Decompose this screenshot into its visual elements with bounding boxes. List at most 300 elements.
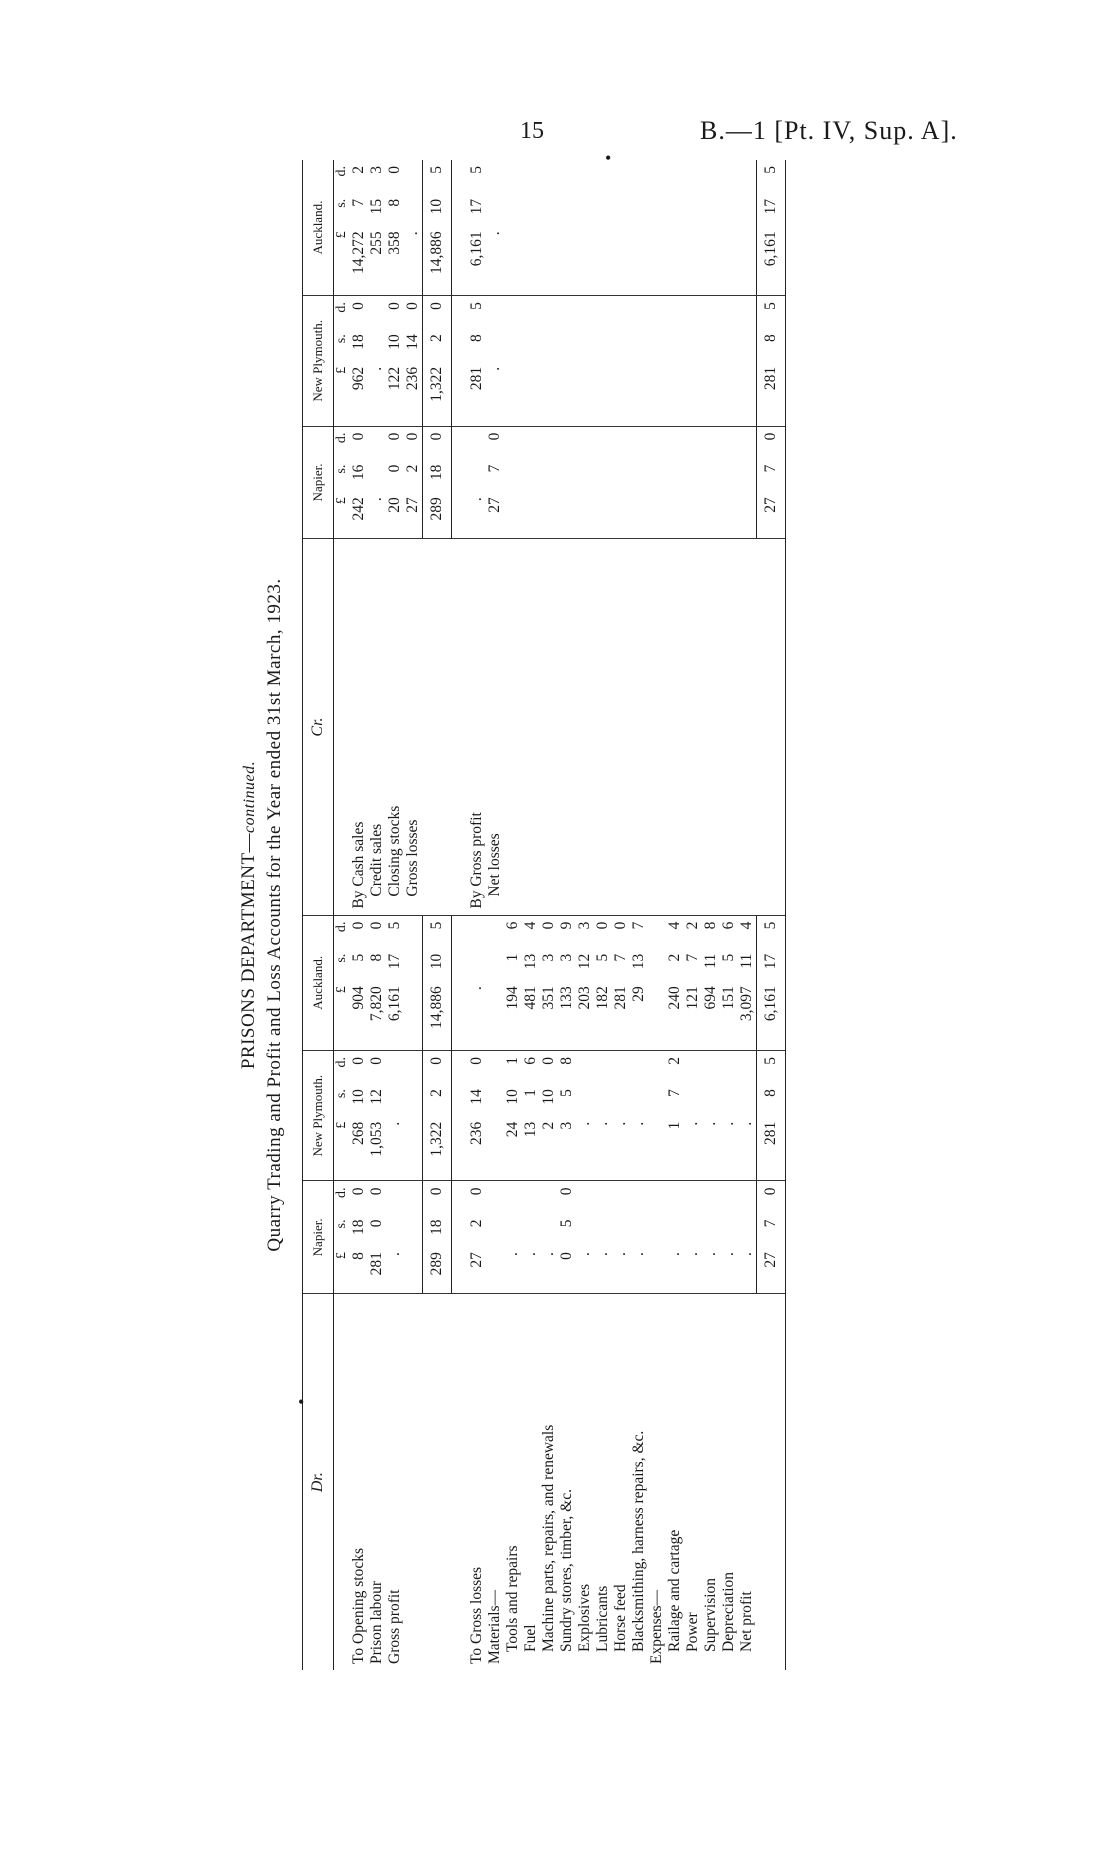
dr-napier-pence	[648, 1181, 666, 1214]
dr-auckland-shillings: 11	[702, 953, 719, 969]
blank-shillings	[630, 193, 648, 226]
dr-auckland-pounds: 151	[720, 980, 738, 1050]
dr-napier-pence	[666, 1181, 684, 1214]
cr-total-auckland-shillings: 10	[423, 193, 452, 226]
dr-auckland-pounds: 194	[504, 980, 522, 1050]
blank-pence	[522, 426, 540, 459]
cr-new-plymouth-shillings	[368, 328, 386, 361]
blank-pounds	[612, 491, 630, 539]
blank-pence	[522, 296, 540, 329]
cr-auckland-pence	[486, 160, 504, 193]
dr-new-plymouth-shillings	[684, 1083, 702, 1116]
unit-label: s.	[334, 1089, 349, 1099]
cr-napier-shillings: 7	[486, 464, 503, 473]
blank-pence	[720, 160, 738, 193]
dr-total-napier-pence: 0	[757, 1181, 786, 1214]
department-title: PRISONS DEPARTMENT—continued.	[238, 760, 259, 1070]
unit-label: s.	[334, 334, 349, 344]
dr-auckland-pence: 5	[386, 921, 403, 930]
blank-shillings	[666, 328, 684, 361]
blank-pence	[648, 426, 666, 459]
dr-napier-pence	[504, 1181, 522, 1214]
blank	[452, 1116, 469, 1181]
cr-napier-pence: 0	[486, 432, 503, 441]
blank-pounds	[738, 491, 757, 539]
item-label: Tools and repairs	[504, 1545, 521, 1652]
cr-new-plymouth-shillings	[486, 328, 504, 361]
cr-napier-pence: 0	[350, 432, 367, 441]
blank-label	[702, 539, 720, 915]
blank-shillings	[576, 328, 594, 361]
blank-pounds	[702, 225, 720, 295]
blank-pounds	[404, 980, 423, 1050]
item-label: Sundry stores, timber, &c.	[558, 1489, 575, 1652]
dr-new-plymouth-shillings: 12	[368, 1089, 385, 1105]
dr-total-napier-shillings: 7	[757, 1214, 786, 1247]
dr-auckland-pounds: 694	[702, 980, 720, 1050]
blank-shillings	[684, 328, 702, 361]
dr-new-plymouth-shillings	[738, 1083, 757, 1116]
cr-new-plymouth-pounds: 962	[350, 361, 368, 426]
blank-shillings	[540, 193, 558, 226]
blank-pence	[594, 296, 612, 329]
cr-new-plymouth-pence: 5	[468, 302, 485, 310]
cr-napier-pence: 0	[404, 432, 421, 441]
table-row	[404, 160, 423, 1670]
blank-pounds	[558, 225, 576, 295]
dr-new-plymouth-pence	[612, 1051, 630, 1084]
blank-pounds	[720, 491, 738, 539]
blank-pence	[738, 426, 757, 459]
cr-new-plymouth-pence: 0	[386, 302, 403, 310]
blank-label	[540, 539, 558, 915]
dr-new-plymouth-pounds	[486, 1116, 504, 1181]
dr-napier-shillings	[738, 1214, 757, 1247]
blank	[452, 1246, 469, 1294]
cr-napier-shillings	[468, 459, 486, 492]
dr-auckland-shillings: 5	[594, 953, 611, 962]
blank-shillings	[522, 193, 540, 226]
cr-auckland-pence: 2	[350, 166, 367, 174]
blank-label	[522, 539, 540, 915]
blank-shillings	[504, 328, 522, 361]
total-row	[423, 160, 452, 1670]
rotated-account-sheet	[230, 150, 830, 1680]
units-row	[334, 160, 351, 1670]
blank-pence	[540, 160, 558, 193]
blank	[452, 160, 469, 193]
dr-napier-shillings	[720, 1214, 738, 1247]
unit-label: d.	[334, 1187, 349, 1198]
item-label: Machine parts, repairs, and renewals	[540, 1424, 557, 1652]
dr-new-plymouth-shillings: 10	[504, 1089, 521, 1105]
table-row	[504, 160, 522, 1670]
blank-shillings	[504, 193, 522, 226]
dr-napier-pence	[684, 1181, 702, 1214]
dr-napier-pounds: .	[666, 1246, 684, 1294]
dr-new-plymouth-pence	[486, 1051, 504, 1084]
table-row	[486, 160, 504, 1670]
dr-auckland-shillings: 2	[666, 953, 683, 962]
blank-pounds	[540, 491, 558, 539]
dr-total-new-plymouth-pence: 0	[423, 1051, 452, 1084]
item-label: Expenses—	[648, 1589, 665, 1664]
blank-pence	[558, 160, 576, 193]
dr-napier-pence	[486, 1181, 504, 1214]
blank-shillings	[648, 459, 666, 492]
dr-new-plymouth-pence	[684, 1051, 702, 1084]
blank-pence	[404, 1181, 423, 1214]
page-number: 15	[520, 118, 544, 144]
blank-pounds	[684, 225, 702, 295]
total-row	[757, 160, 786, 1670]
dr-total-auckland-shillings: 17	[757, 948, 786, 981]
dr-auckland-pounds: 133	[558, 980, 576, 1050]
dr-auckland-pence: 7	[630, 921, 647, 930]
blank-pounds	[594, 225, 612, 295]
unit-label: d.	[334, 921, 349, 933]
dr-auckland-pounds: 351	[540, 980, 558, 1050]
dr-auckland-shillings	[468, 948, 486, 981]
dr-new-plymouth-pounds: .	[594, 1116, 612, 1181]
blank	[452, 915, 469, 948]
blank-pence	[630, 296, 648, 329]
blank-pence	[684, 160, 702, 193]
blank	[452, 980, 469, 1050]
blank-pence	[684, 296, 702, 329]
table-row	[576, 160, 594, 1670]
blank-shillings	[594, 459, 612, 492]
dr-new-plymouth-pounds: 1	[666, 1116, 684, 1181]
dr-napier-pence	[576, 1181, 594, 1214]
dr-napier-pounds	[648, 1246, 666, 1294]
blank-pounds	[576, 361, 594, 426]
cr-total-new-plymouth-pence: 5	[757, 296, 786, 329]
blank-label	[504, 539, 522, 915]
dr-auckland-pounds: .	[468, 980, 486, 1050]
cr-auckland-pounds: 358	[386, 225, 404, 295]
table-row	[386, 160, 404, 1670]
blank-pounds	[648, 361, 666, 426]
blank-pence	[630, 426, 648, 459]
table-row	[468, 160, 486, 1670]
unit-label: d.	[334, 166, 349, 177]
dr-new-plymouth-pounds: .	[720, 1116, 738, 1181]
cr-auckland-pounds: 6,161	[468, 225, 486, 295]
blank-shillings	[612, 193, 630, 226]
blank-pounds	[720, 361, 738, 426]
dr-new-plymouth-pence: 2	[666, 1057, 683, 1065]
blank-shillings	[684, 459, 702, 492]
dr-napier-pounds: 8	[350, 1246, 368, 1294]
cr-napier-pence	[368, 426, 386, 459]
dr-napier-shillings	[630, 1214, 648, 1247]
blank-pence	[594, 160, 612, 193]
blank-pounds	[630, 491, 648, 539]
item-label: Railage and cartage	[666, 1529, 683, 1652]
blank-pounds	[576, 225, 594, 295]
dr-new-plymouth-pence	[702, 1051, 720, 1084]
blank-shillings	[558, 193, 576, 226]
blank-pence	[720, 296, 738, 329]
blank-pence	[702, 160, 720, 193]
dr-auckland-shillings: 5	[720, 953, 737, 962]
dr-new-plymouth-pence: 0	[350, 1057, 367, 1065]
blank-pounds	[594, 361, 612, 426]
table-row	[350, 160, 368, 1670]
dr-new-plymouth-pounds: .	[684, 1116, 702, 1181]
dr-auckland-pence: 0	[612, 921, 629, 930]
blank	[452, 1214, 469, 1247]
dr-auckland-pence: 9	[558, 921, 575, 930]
blank-pence	[648, 296, 666, 329]
blank-pounds	[648, 225, 666, 295]
cr-auckland-shillings: 15	[368, 198, 385, 215]
table-row	[540, 160, 558, 1670]
dr-total-new-plymouth-pounds: 1,322	[423, 1116, 452, 1181]
blank-shillings	[594, 193, 612, 226]
cr-auckland-shillings	[486, 193, 504, 226]
unit-label: s.	[334, 464, 349, 474]
dr-auckland-pence: 6	[720, 921, 737, 930]
item-label: Net losses	[486, 539, 504, 915]
dr-new-plymouth-shillings: 5	[558, 1089, 575, 1097]
dr-napier-shillings	[486, 1214, 504, 1247]
dr-napier-pence	[612, 1181, 630, 1214]
blank-pounds	[594, 491, 612, 539]
blank-shillings	[522, 459, 540, 492]
cr-total-napier-pence: 0	[757, 426, 786, 459]
dr-new-plymouth-pence: 1	[504, 1057, 521, 1065]
dr-new-plymouth-pence: 0	[468, 1057, 485, 1065]
dr-header: Dr.	[303, 1294, 334, 1670]
dr-napier-pounds: .	[684, 1246, 702, 1294]
cr-header: Cr.	[303, 539, 334, 915]
dr-napier-pounds: 0	[558, 1246, 576, 1294]
dr-new-plymouth-pounds: .	[702, 1116, 720, 1181]
blank-pounds	[540, 225, 558, 295]
dr-auckland-shillings: 7	[612, 953, 629, 962]
cr-auckland-header: Auckland.	[303, 160, 334, 296]
item-label: Power	[684, 1612, 701, 1652]
unit-label: £	[334, 1246, 351, 1294]
table-row	[630, 160, 648, 1670]
dr-new-plymouth-shillings: 1	[522, 1089, 539, 1097]
cr-napier-pounds: 242	[350, 491, 368, 539]
cr-napier-pence	[468, 426, 486, 459]
item-label: Horse feed	[612, 1584, 629, 1652]
blank-shillings	[738, 459, 757, 492]
dr-napier-pence	[720, 1181, 738, 1214]
dr-napier-pounds: 27	[468, 1246, 486, 1294]
dr-auckland-pence: 4	[738, 921, 755, 930]
blank-shillings	[522, 328, 540, 361]
dr-new-plymouth-header: New Plymouth.	[303, 1051, 334, 1181]
unit-label: £	[334, 361, 351, 426]
dr-new-plymouth-shillings	[576, 1083, 594, 1116]
dr-napier-pence	[386, 1181, 404, 1214]
blank-label	[404, 1294, 423, 1670]
cr-napier-shillings: 2	[404, 464, 421, 473]
dr-napier-pounds: .	[738, 1246, 757, 1294]
dr-auckland-pence: 6	[504, 921, 521, 930]
dr-napier-pounds: .	[576, 1246, 594, 1294]
blank-pence	[504, 296, 522, 329]
dr-new-plymouth-pounds: .	[386, 1116, 404, 1181]
dr-auckland-pounds: 240	[666, 980, 684, 1050]
blank	[452, 426, 469, 459]
blank	[452, 1181, 469, 1214]
blank-pounds	[504, 491, 522, 539]
blank-shillings	[702, 459, 720, 492]
dr-auckland-pounds: 203	[576, 980, 594, 1050]
cr-total-auckland-pounds: 14,886	[423, 225, 452, 295]
cr-total-new-plymouth-pounds: 1,322	[423, 361, 452, 426]
blank-pounds	[522, 225, 540, 295]
blank-pounds	[684, 361, 702, 426]
unit-label: s.	[334, 953, 349, 963]
item-label: Blacksmithing, harness repairs, &c.	[630, 1430, 647, 1652]
cr-auckland-pounds: 255	[368, 225, 386, 295]
blank-pence	[576, 160, 594, 193]
cr-new-plymouth-header: New Plymouth.	[303, 296, 334, 426]
dr-napier-pence: 0	[558, 1187, 575, 1196]
cr-auckland-shillings: 8	[386, 198, 403, 207]
dr-new-plymouth-pounds	[648, 1116, 666, 1181]
dr-auckland-shillings: 11	[738, 953, 755, 969]
blank-pounds	[666, 225, 684, 295]
dr-auckland-pence	[468, 915, 486, 948]
dr-napier-pounds: .	[522, 1246, 540, 1294]
blank-shillings	[540, 328, 558, 361]
table-row	[594, 160, 612, 1670]
dr-new-plymouth-shillings: 14	[468, 1089, 485, 1105]
blank-pence	[558, 426, 576, 459]
blank-label	[576, 539, 594, 915]
dr-new-plymouth-pounds: 2	[540, 1116, 558, 1181]
dr-auckland-shillings: 5	[350, 953, 367, 962]
cr-new-plymouth-pounds: .	[486, 361, 504, 426]
dr-total-napier-shillings: 18	[423, 1214, 452, 1247]
cr-new-plymouth-pence: 0	[404, 302, 421, 310]
dr-auckland-pence: 8	[702, 921, 719, 930]
cr-new-plymouth-shillings: 14	[404, 334, 421, 350]
quarry-accounts-table	[302, 160, 786, 1670]
blank-label	[423, 1294, 452, 1670]
table-row	[558, 160, 576, 1670]
dr-napier-shillings: 0	[368, 1219, 385, 1228]
dr-auckland-pence: 0	[540, 921, 557, 930]
blank	[452, 491, 469, 539]
cr-total-napier-shillings: 18	[423, 459, 452, 492]
dr-total-new-plymouth-pounds: 281	[757, 1116, 786, 1181]
cr-napier-pounds: 20	[386, 491, 404, 539]
blank-pence	[558, 296, 576, 329]
cr-auckland-shillings	[404, 193, 423, 226]
dr-total-napier-pounds: 289	[423, 1246, 452, 1294]
dr-total-new-plymouth-shillings: 8	[757, 1083, 786, 1116]
dr-new-plymouth-pounds: 24	[504, 1116, 522, 1181]
table-row	[684, 160, 702, 1670]
cr-total-napier-pence: 0	[423, 426, 452, 459]
blank-pounds	[522, 491, 540, 539]
blank-pence	[540, 296, 558, 329]
dr-total-auckland-shillings: 10	[423, 948, 452, 981]
dr-napier-pence	[594, 1181, 612, 1214]
cr-new-plymouth-pounds: 281	[468, 361, 486, 426]
blank-pence	[630, 160, 648, 193]
dr-napier-pounds: .	[612, 1246, 630, 1294]
item-label: Depreciation	[720, 1571, 737, 1652]
dr-napier-shillings	[594, 1214, 612, 1247]
dr-new-plymouth-pence	[720, 1051, 738, 1084]
column-headers	[303, 160, 334, 1670]
dr-new-plymouth-pence: 0	[540, 1057, 557, 1065]
blank-pounds	[666, 491, 684, 539]
blank-pounds	[738, 225, 757, 295]
blank-pounds	[576, 491, 594, 539]
dr-napier-pounds: 281	[368, 1246, 386, 1294]
cr-napier-shillings: 0	[386, 464, 403, 473]
table-row	[666, 160, 684, 1670]
blank-label	[757, 539, 786, 915]
blank-shillings	[630, 328, 648, 361]
dr-new-plymouth-pence	[630, 1051, 648, 1084]
blank-shillings	[576, 193, 594, 226]
cr-new-plymouth-pounds: .	[368, 361, 386, 426]
blank-pounds	[404, 1116, 423, 1181]
dr-auckland-pounds	[486, 980, 504, 1050]
blank-pence	[720, 426, 738, 459]
cr-total-auckland-pence: 5	[423, 160, 452, 193]
dr-new-plymouth-shillings	[612, 1083, 630, 1116]
item-label: Net profit	[738, 1591, 755, 1652]
blank	[452, 1294, 469, 1670]
blank-pounds	[504, 225, 522, 295]
stray-mark: •	[298, 1392, 305, 1412]
blank-label	[738, 539, 757, 915]
dr-new-plymouth-pounds: 13	[522, 1116, 540, 1181]
dr-auckland-shillings: 13	[522, 953, 539, 970]
dr-auckland-shillings	[648, 948, 666, 981]
dr-auckland-pounds: 29	[630, 980, 648, 1050]
blank-pence	[738, 160, 757, 193]
dr-new-plymouth-shillings: 10	[540, 1089, 557, 1105]
blank-pence	[576, 426, 594, 459]
blank-pence	[648, 160, 666, 193]
blank-shillings	[630, 459, 648, 492]
blank-pounds	[504, 361, 522, 426]
dr-new-plymouth-pounds: 236	[468, 1116, 486, 1181]
dr-auckland-pounds: 6,161	[386, 980, 404, 1050]
dr-napier-shillings	[540, 1214, 558, 1247]
item-label: Credit sales	[368, 539, 386, 915]
cr-total-new-plymouth-pounds: 281	[757, 361, 786, 426]
dr-auckland-pence: 0	[368, 921, 385, 930]
dr-new-plymouth-shillings	[486, 1083, 504, 1116]
cr-new-plymouth-pounds: 122	[386, 361, 404, 426]
dr-auckland-shillings: 3	[558, 953, 575, 962]
item-label: Explosives	[576, 1583, 593, 1652]
dr-napier-pounds: .	[540, 1246, 558, 1294]
dr-total-napier-pounds: 27	[757, 1246, 786, 1294]
dr-new-plymouth-pounds: .	[630, 1116, 648, 1181]
table-row	[702, 160, 720, 1670]
blank-label	[757, 1294, 786, 1670]
blank-pence	[540, 426, 558, 459]
cr-napier-header: Napier.	[303, 426, 334, 539]
blank	[452, 948, 469, 981]
